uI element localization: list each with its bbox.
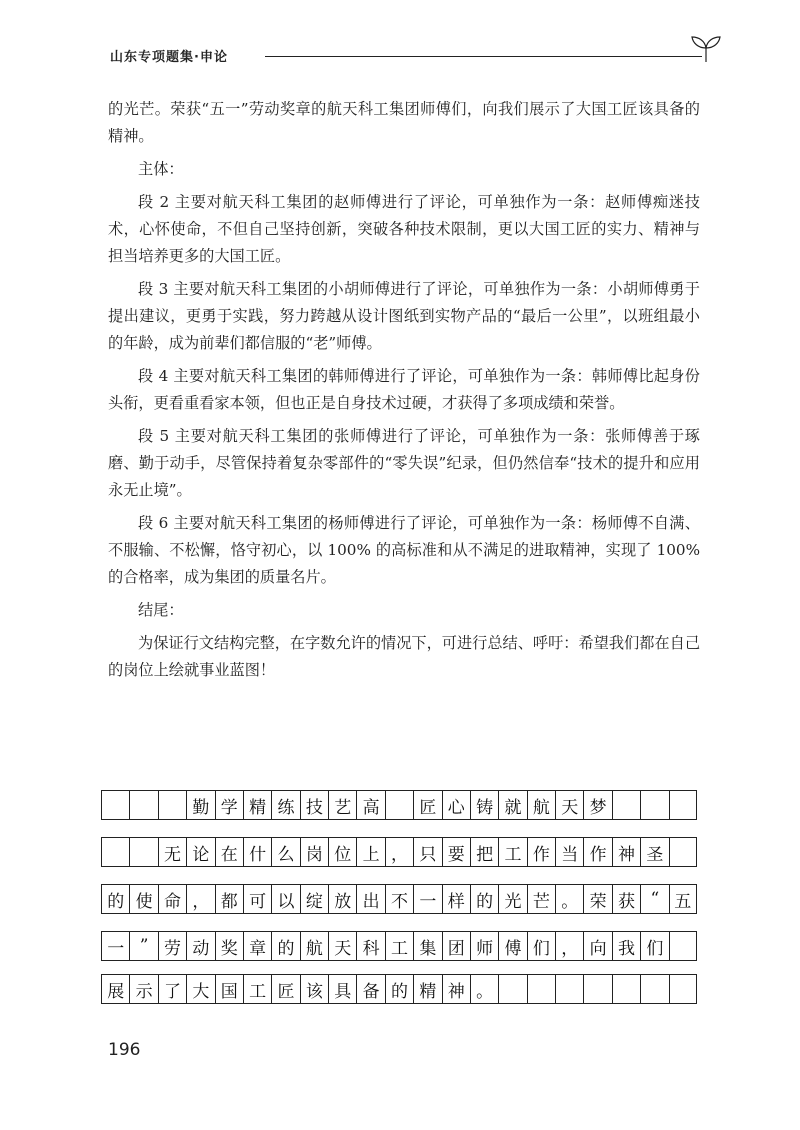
grid-cell: 匠 xyxy=(271,974,299,1004)
body-text xyxy=(108,96,700,690)
grid-cell: ， xyxy=(186,884,214,914)
grid-cell: 示 xyxy=(129,974,157,1004)
grid-cell xyxy=(669,974,697,1004)
grid-cell: 出 xyxy=(356,884,384,914)
grid-cell: 。 xyxy=(470,974,498,1004)
grid-cell xyxy=(640,790,668,820)
grid-cell: 的 xyxy=(271,931,299,961)
grid-cell: 一 xyxy=(413,884,441,914)
grid-cell: 放 xyxy=(328,884,356,914)
grid-cell: 。 xyxy=(555,884,583,914)
paragraph: 段 4 主要对航天科工集团的韩师傅进行了评论，可单独作为一条：韩师傅比起身份头衔，更看重看家本领，但也正是自身技术过硬，才获得了多项成绩和荣誉。 xyxy=(108,367,700,412)
grid-row xyxy=(101,931,697,961)
grid-cell: 荣 xyxy=(583,884,611,914)
grid-cell: 勤 xyxy=(186,790,214,820)
grid-cell: 圣 xyxy=(640,837,668,867)
grid-cell: 航 xyxy=(527,790,555,820)
grid-cell: 一 xyxy=(101,931,129,961)
grid-cell: 铸 xyxy=(470,790,498,820)
grid-cell xyxy=(101,790,129,820)
paragraph: 段 5 主要对航天科工集团的张师傅进行了评论，可单独作为一条：张师傅善于琢磨、勤于动手，尽管保持着复杂零部件的“零失误”纪录，但仍然信奉“技术的提升和应用永无止境”。 xyxy=(108,427,700,499)
grid-cell: 奖 xyxy=(215,931,243,961)
grid-cell: 绽 xyxy=(300,884,328,914)
paragraph: 段 2 主要对航天科工集团的赵师傅进行了评论，可单独作为一条：赵师傅痴迷技术，心怀使命，不但自己坚持创新，突破各种技术限制，更以大国工匠的实力、精神与担当培养更多的大国工匠。 xyxy=(108,193,700,265)
grid-cell: “ xyxy=(640,884,668,914)
grid-cell: 五 xyxy=(669,884,697,914)
grid-cell: ， xyxy=(555,931,583,961)
grid-cell: 学 xyxy=(215,790,243,820)
grid-row xyxy=(101,884,697,914)
grid-cell: 梦 xyxy=(583,790,611,820)
header-rule xyxy=(265,56,702,57)
grid-cell: ， xyxy=(385,837,413,867)
grid-row xyxy=(101,790,697,820)
grid-cell xyxy=(527,974,555,1004)
grid-cell: 心 xyxy=(442,790,470,820)
grid-cell: 无 xyxy=(158,837,186,867)
running-header xyxy=(110,40,710,80)
grid-cell xyxy=(385,790,413,820)
paragraph: 为保证行文结构完整，在字数允许的情况下，可进行总结、呼吁：希望我们都在自己的岗位上绘就事业蓝图！ xyxy=(108,634,700,679)
grid-cell: 在 xyxy=(215,837,243,867)
grid-row xyxy=(101,974,697,1004)
grid-cell: 科 xyxy=(356,931,384,961)
grid-cell xyxy=(669,837,697,867)
grid-cell: 向 xyxy=(583,931,611,961)
grid-cell: 航 xyxy=(300,931,328,961)
grid-cell: 精 xyxy=(413,974,441,1004)
grid-cell: 工 xyxy=(498,837,526,867)
grid-cell xyxy=(129,837,157,867)
grid-cell: 练 xyxy=(271,790,299,820)
grid-cell: 要 xyxy=(442,837,470,867)
grid-cell: 艺 xyxy=(328,790,356,820)
grid-cell: 该 xyxy=(300,974,328,1004)
grid-cell: 神 xyxy=(442,974,470,1004)
grid-cell: 作 xyxy=(527,837,555,867)
grid-cell: 章 xyxy=(243,931,271,961)
grid-cell: 高 xyxy=(356,790,384,820)
grid-cell: 动 xyxy=(186,931,214,961)
grid-cell: 我 xyxy=(612,931,640,961)
grid-cell: 劳 xyxy=(158,931,186,961)
grid-cell: 不 xyxy=(385,884,413,914)
grid-row xyxy=(101,837,697,867)
grid-cell xyxy=(158,790,186,820)
grid-cell: 就 xyxy=(498,790,526,820)
header-title: 山东专项题集·申论 xyxy=(110,50,228,65)
grid-cell xyxy=(583,974,611,1004)
grid-cell xyxy=(101,837,129,867)
grid-cell: 展 xyxy=(101,974,129,1004)
grid-cell: 的 xyxy=(101,884,129,914)
grid-cell: 神 xyxy=(612,837,640,867)
grid-cell xyxy=(498,974,526,1004)
grid-cell xyxy=(669,931,697,961)
grid-cell: 可 xyxy=(243,884,271,914)
grid-cell: 样 xyxy=(442,884,470,914)
grid-cell: 具 xyxy=(328,974,356,1004)
grid-cell xyxy=(612,790,640,820)
grid-cell: 精 xyxy=(243,790,271,820)
grid-cell xyxy=(640,974,668,1004)
grid-cell: 国 xyxy=(215,974,243,1004)
grid-cell: 大 xyxy=(186,974,214,1004)
paragraph: 段 3 主要对航天科工集团的小胡师傅进行了评论，可单独作为一条：小胡师傅勇于提出建议，更勇于实践，努力跨越从设计图纸到实物产品的“最后一公里”，以班组最小的年龄，成为前辈们都信服的“老”师傅。 xyxy=(108,280,700,352)
grid-cell xyxy=(555,974,583,1004)
grid-cell: 备 xyxy=(356,974,384,1004)
grid-cell: 的 xyxy=(470,884,498,914)
grid-cell: 团 xyxy=(442,931,470,961)
grid-cell: 都 xyxy=(215,884,243,914)
grid-cell: 么 xyxy=(271,837,299,867)
grid-cell: 天 xyxy=(555,790,583,820)
grid-cell: ” xyxy=(129,931,157,961)
grid-cell: 作 xyxy=(583,837,611,867)
grid-cell: 匠 xyxy=(413,790,441,820)
grid-cell: 使 xyxy=(129,884,157,914)
grid-cell: 工 xyxy=(385,931,413,961)
grid-cell: 以 xyxy=(271,884,299,914)
grid-cell: 岗 xyxy=(300,837,328,867)
grid-cell: 们 xyxy=(527,931,555,961)
grid-cell: 光 xyxy=(498,884,526,914)
grid-cell: 获 xyxy=(612,884,640,914)
grid-cell: 芒 xyxy=(527,884,555,914)
grid-cell: 命 xyxy=(158,884,186,914)
grid-cell: 位 xyxy=(328,837,356,867)
section-heading-body: 主体： xyxy=(138,160,184,178)
grid-cell: 论 xyxy=(186,837,214,867)
grid-cell xyxy=(129,790,157,820)
grid-cell: 了 xyxy=(158,974,186,1004)
grid-cell: 集 xyxy=(413,931,441,961)
grid-cell: 师 xyxy=(470,931,498,961)
grid-cell: 的 xyxy=(385,974,413,1004)
grid-cell: 技 xyxy=(300,790,328,820)
grid-cell: 天 xyxy=(328,931,356,961)
grid-cell: 当 xyxy=(555,837,583,867)
grid-cell: 们 xyxy=(640,931,668,961)
page-number: 196 xyxy=(108,1040,141,1060)
sprout-icon xyxy=(688,34,724,64)
grid-cell xyxy=(669,790,697,820)
paragraph: 段 6 主要对航天科工集团的杨师傅进行了评论，可单独作为一条：杨师傅不自满、不服输、不松懈，恪守初心，以 100% 的高标准和从不满足的进取精神，实现了 100% 的合格率，成为集团的质量名片。 xyxy=(108,514,700,586)
section-heading-end: 结尾： xyxy=(138,601,184,619)
grid-cell: 把 xyxy=(470,837,498,867)
grid-cell xyxy=(612,974,640,1004)
grid-cell: 上 xyxy=(356,837,384,867)
grid-cell: 只 xyxy=(413,837,441,867)
grid-cell: 什 xyxy=(243,837,271,867)
grid-cell: 傅 xyxy=(498,931,526,961)
grid-cell: 工 xyxy=(243,974,271,1004)
paragraph: 的光芒。荣获“五一”劳动奖章的航天科工集团师傅们，向我们展示了大国工匠该具备的精神。 xyxy=(108,100,700,145)
